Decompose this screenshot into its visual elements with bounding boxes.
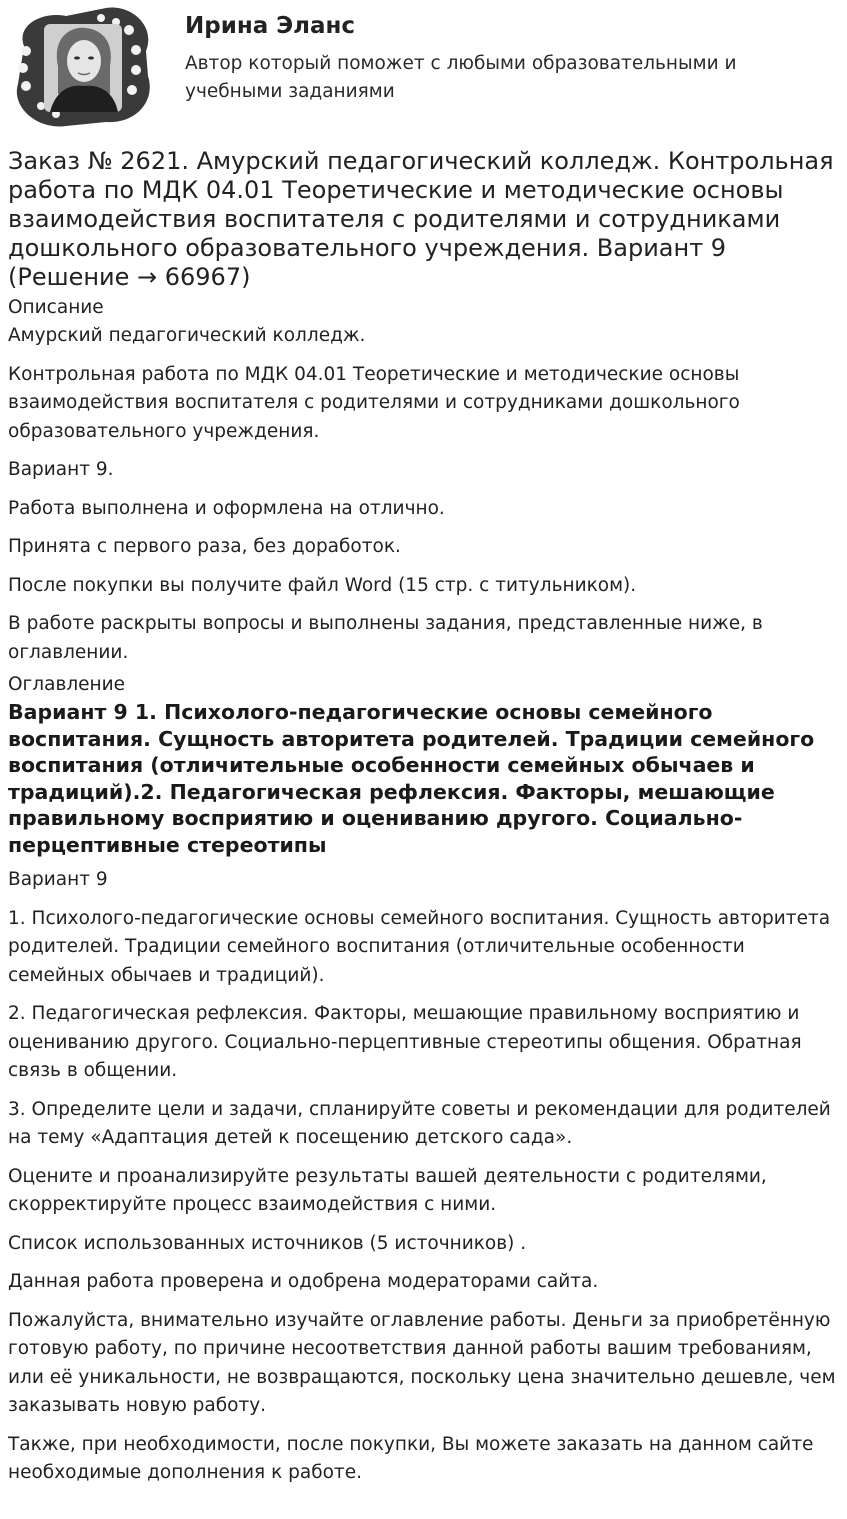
toc-paragraph: Список использованных источников (5 источников) . bbox=[8, 1232, 527, 1254]
description-paragraph: Вариант 9. bbox=[8, 459, 114, 480]
author-card bbox=[0, 0, 847, 135]
toc-label: Оглавление bbox=[8, 674, 126, 695]
order-title: Заказ № 2621. Амурский педагогический колледж. Контрольная работа по МДК 04.01 Теоретические и методические основы взаимодействия воспитателя с родителями и сотрудниками дошкольного образовательного учреждения. Вариант 9 (Решение → 66967) bbox=[8, 147, 834, 291]
description-paragraph: Амурский педагогический колледж. bbox=[8, 325, 366, 346]
author-bio: Автор который поможет с любыми образовательными и учебными заданиями bbox=[185, 53, 737, 102]
refund-policy-note: Пожалуйста, внимательно изучайте оглавление работы. Деньги за приобретённую готовую работу, по причине несоответствия данной работы вашим требованиям, или её уникальности, не возвращаются, поскольку цена значительно дешевле, чем заказывать новую работу. bbox=[8, 1309, 836, 1416]
order-content bbox=[8, 147, 838, 1498]
description-paragraph: В работе раскрыты вопросы и выполнены задания, представленные ниже, в оглавлении. bbox=[8, 613, 763, 663]
toc-paragraph: 3. Определите цели и задачи, спланируйте советы и рекомендации для родителей на тему «Адаптация детей к посещению детского сада». bbox=[8, 1098, 831, 1148]
toc-paragraph: 2. Педагогическая рефлексия. Факторы, мешающие правильному восприятию и оцениванию другого. Социально-перцептивные стереотипы общения. Обратная связь в общении. bbox=[8, 1003, 802, 1081]
description-paragraph: Работа выполнена и оформлена на отлично. bbox=[8, 497, 445, 519]
description-paragraph: После покупки вы получите файл Word (15 стр. с титульником). bbox=[8, 574, 637, 596]
moderation-note: Данная работа проверена и одобрена модераторами сайта. bbox=[8, 1271, 599, 1292]
description-paragraph: Контрольная работа по МДК 04.01 Теоретические и методические основы взаимодействия воспитателя с родителями и сотрудниками дошкольного образовательного учреждения. bbox=[8, 363, 740, 442]
author-name[interactable]: Ирина Эланс bbox=[185, 13, 356, 39]
description-paragraph: Принята с первого раза, без доработок. bbox=[8, 536, 401, 557]
toc-paragraph: Вариант 9 bbox=[8, 869, 108, 890]
additions-note: Также, при необходимости, после покупки, Вы можете заказать на данном сайте необходимые дополнения к работе. bbox=[8, 1433, 814, 1483]
description-label: Описание bbox=[8, 297, 104, 318]
author-avatar-icon bbox=[6, 6, 152, 128]
toc-paragraph: 1. Психолого-педагогические основы семейного воспитания. Сущность авторитета родителей. Традиции семейного воспитания (отличительные особенности семейных обычаев и традиций). bbox=[8, 907, 831, 986]
toc-paragraph: Оцените и проанализируйте результаты вашей деятельности с родителями, скорректируйте процесс взаимодействия с ними. bbox=[8, 1165, 767, 1215]
toc-heading: Вариант 9 1. Психолого-педагогические основы семейного воспитания. Сущность авторитета родителей. Традиции семейного воспитания (отличительные особенности семейных обычаев и традиций).2. Педагогическая рефлексия. Факторы, мешающие правильному восприятию и оцениванию другого. Социально-перцептивные стереотипы bbox=[8, 700, 815, 857]
